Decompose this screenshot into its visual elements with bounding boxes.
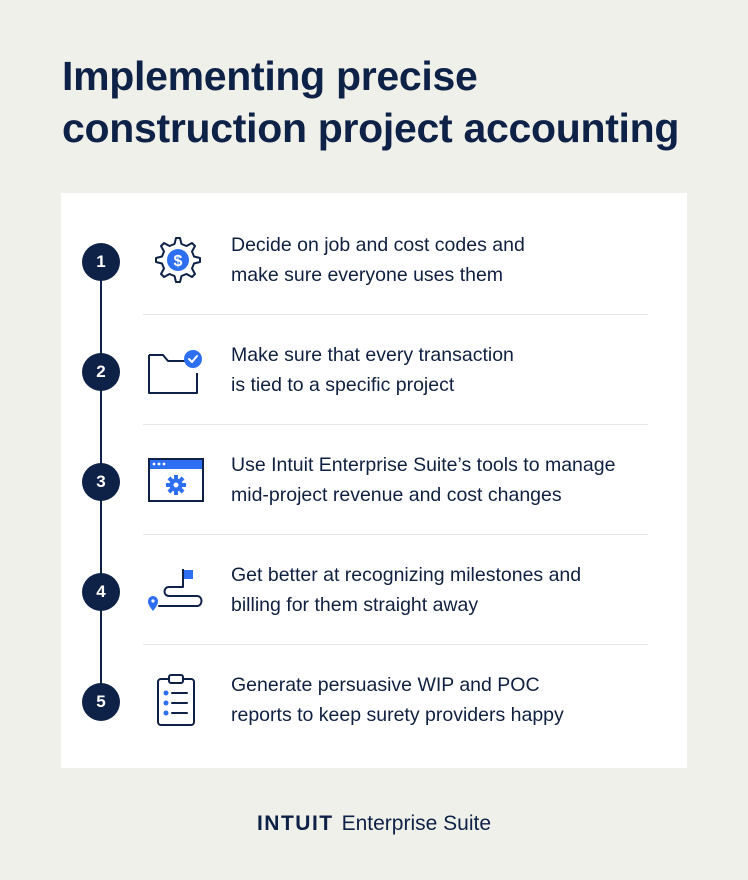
svg-text:$: $: [173, 253, 183, 270]
browser-gear-icon: [145, 451, 207, 511]
brand-logo: [0, 812, 748, 836]
title-line-1: Implementing precise: [62, 53, 478, 99]
step-text-line-2: billing for them straight away: [231, 594, 479, 616]
step-number-badge: 5: [82, 683, 120, 721]
folder-check-icon: [145, 341, 207, 401]
step-5: [61, 633, 687, 743]
brand-product-name: Enterprise Suite: [341, 812, 492, 835]
step-text-line-1: Generate persuasive WIP and POC: [231, 674, 540, 696]
step-text-line-1: Decide on job and cost codes and: [231, 234, 525, 256]
route-flag-icon: [145, 561, 207, 621]
step-text-line-1: Get better at recognizing milestones and: [231, 564, 582, 586]
step-text: [231, 560, 671, 620]
gear-dollar-icon: [145, 231, 207, 291]
step-number-badge: 2: [82, 353, 120, 391]
step-text-line-2: make sure everyone uses them: [231, 264, 504, 286]
step-text: [231, 450, 671, 510]
step-text-line-2: is tied to a specific project: [231, 374, 455, 396]
step-text: [231, 340, 671, 400]
step-text: [231, 670, 671, 730]
step-text-line-2: mid-project revenue and cost changes: [231, 484, 562, 506]
step-4: [61, 523, 687, 633]
step-2: [61, 303, 687, 413]
title-line-2: construction project accounting: [62, 105, 680, 151]
step-text-line-2: reports to keep surety providers happy: [231, 704, 564, 726]
step-1: [61, 193, 687, 303]
step-text-line-1: Make sure that every transaction: [231, 344, 514, 366]
clipboard-list-icon: [145, 671, 207, 731]
intuit-wordmark: INTUIT: [256, 812, 334, 835]
page-title: [62, 50, 722, 154]
step-number-badge: 1: [82, 243, 120, 281]
step-number-badge: 3: [82, 463, 120, 501]
step-number-badge: 4: [82, 573, 120, 611]
step-3: [61, 413, 687, 523]
step-text-line-1: Use Intuit Enterprise Suite’s tools to manage: [231, 454, 616, 476]
step-text: [231, 230, 671, 290]
steps-card: [61, 193, 687, 768]
